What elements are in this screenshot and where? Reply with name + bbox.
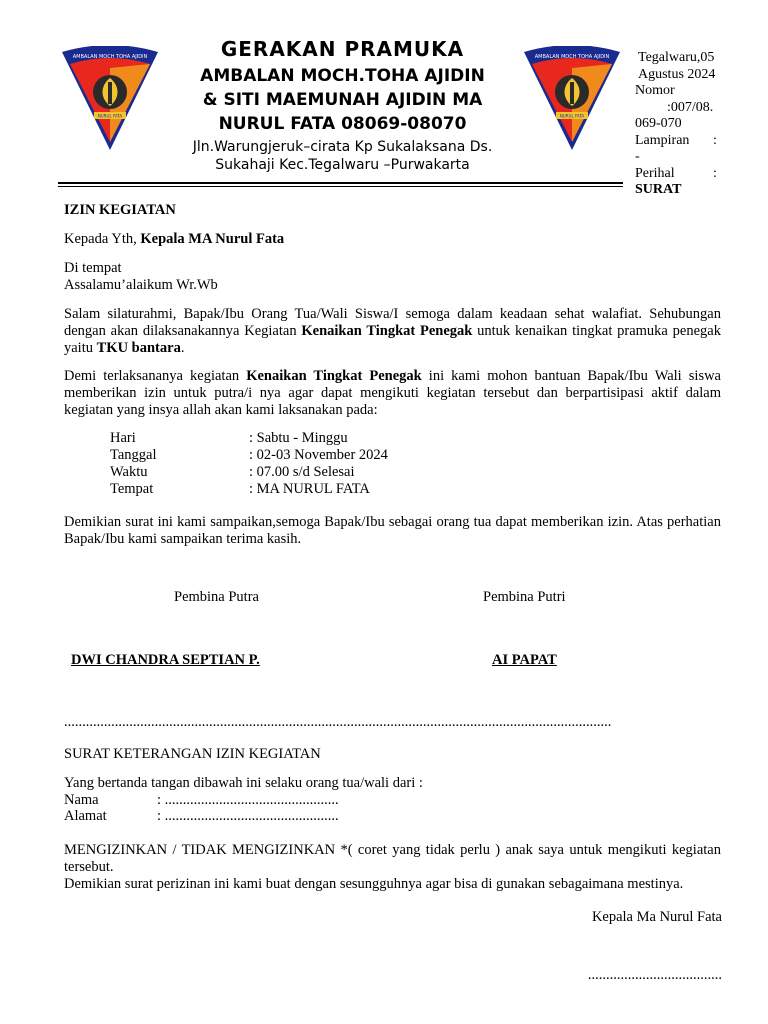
p2-text-c: ini kami mohon bantuan Bapak/Ibu Wali siswa memberikan izin untuk putra/i nya agar dapat mengikuti kegiatan tersebut dan berpartisipasi aktif dalam kegiatan yang insya allah akan kami laksanakan pada:: [64, 368, 721, 418]
form-nama-label: Nama: [64, 792, 99, 808]
paragraph-2: [64, 368, 721, 419]
perihal-colon: :: [713, 165, 717, 181]
detail-value-tempat: : MA NURUL FATA: [249, 481, 370, 497]
signer-left-name: DWI CHANDRA SEPTIAN P.: [71, 652, 260, 668]
recipient: [64, 231, 721, 248]
nomor-value-line-2: 069-070: [635, 116, 682, 131]
detail-label-waktu: Waktu: [110, 464, 148, 480]
detail-value-hari: : Sabtu - Minggu: [249, 430, 348, 446]
letter-subject: IZIN KEGIATAN: [64, 202, 176, 218]
greeting: Assalamu’alaikum Wr.Wb: [64, 277, 218, 293]
lampiran-label: Lampiran: [635, 132, 690, 148]
detail-label-tempat: Tempat: [110, 481, 154, 497]
recipient-prefix: Kepada Yth,: [64, 231, 137, 247]
org-name-line-1: AMBALAN MOCH.TOHA AJIDIN: [200, 66, 485, 86]
form-signer-title: Kepala Ma Nurul Fata: [591, 909, 722, 925]
p1-activity: Kenaikan Tingkat Penegak: [301, 323, 473, 339]
detail-label-tanggal: Tanggal: [110, 447, 157, 463]
paragraph-1: [64, 306, 721, 357]
address-line-2: Sukahaji Kec.Tegalwaru –Purwakarta: [215, 157, 470, 173]
signer-left-title: Pembina Putra: [174, 589, 259, 605]
detail-label-hari: Hari: [110, 430, 136, 446]
lampiran-row: [635, 133, 755, 150]
letter-meta: [635, 50, 755, 199]
svg-text:NURUL FATA: NURUL FATA: [559, 113, 585, 119]
p2-activity: Kenaikan Tingkat Penegak: [246, 368, 422, 384]
letter-date-line-1: Tegalwaru,05: [638, 50, 715, 65]
org-name-line-2: & SITI MAEMUNAH AJIDIN MA: [202, 90, 483, 110]
svg-text:NURUL FATA: NURUL FATA: [97, 113, 123, 119]
address-line-1: Jln.Warungjeruk–cirata Kp Sukalaksana Ds.: [192, 139, 493, 155]
p1-text-c: untuk kenaikan tingkat pramuka penegak yaitu: [64, 323, 721, 356]
form-nama-field[interactable]: : ................................................: [157, 792, 339, 808]
lampiran-colon: :: [713, 132, 717, 148]
header-rule-thin: [58, 186, 623, 187]
org-name-line-3: NURUL FATA 08069-08070: [218, 114, 467, 134]
form-title: SURAT KETERANGAN IZIN KEGIATAN: [64, 746, 321, 762]
form-consent: MENGIZINKAN / TIDAK MENGIZINKAN *( coret yang tidak perlu ) anak saya untuk mengikuti kegiatan tersebut.: [64, 842, 721, 875]
lampiran-value: -: [635, 149, 640, 164]
signer-right-title: Pembina Putri: [483, 589, 566, 605]
org-title: GERAKAN PRAMUKA: [220, 37, 465, 61]
nomor-value-line-1: :007/08.: [667, 99, 714, 115]
form-signature-line: .....................................: [587, 967, 722, 983]
form-closing: Demikian surat perizinan ini kami buat dengan sesungguhnya agar bisa di gunakan sebagaimana mestinya.: [64, 876, 684, 892]
perihal-value: SURAT: [635, 182, 682, 197]
recipient-place: Di tempat: [64, 260, 122, 276]
recipient-name: Kepala MA Nurul Fata: [140, 231, 285, 247]
signer-right-name: AI PAPAT: [492, 652, 557, 668]
form-intro: Yang bertanda tangan dibawah ini selaku orang tua/wali dari :: [64, 775, 423, 791]
cut-line: .......................................................................................................................................................: [64, 714, 612, 730]
letter-date-line-2: Agustus 2024: [638, 66, 716, 82]
p1-text-a: Salam silaturahmi, Bapak/Ibu Orang Tua/Wali Siswa/I semoga dalam keadaan sehat walafiat. Sehubungan dengan akan dilaksanakannya Kegiatan: [64, 306, 721, 339]
header-rule-thick: [58, 182, 623, 184]
closing-paragraph: Demikian surat ini kami sampaikan,semoga Bapak/Ibu sebagai orang tua dapat memberikan izin. Atas perhatian Bapak/Ibu kami sampaikan terima kasih.: [64, 514, 721, 547]
p1-period: .: [180, 340, 185, 356]
form-alamat-label: Alamat: [64, 808, 107, 824]
scout-emblem-left: [60, 46, 160, 152]
p1-tku: TKU bantara: [96, 340, 181, 356]
perihal-label: Perihal: [635, 165, 675, 181]
form-alamat-field[interactable]: : ................................................: [157, 808, 339, 824]
detail-value-waktu: : 07.00 s/d Selesai: [249, 464, 355, 480]
svg-text:AMBALAN MOCH TOHA AJIDIN: AMBALAN MOCH TOHA AJIDIN: [72, 54, 148, 60]
nomor-label: Nomor: [635, 83, 675, 98]
svg-text:AMBALAN MOCH TOHA AJIDIN: AMBALAN MOCH TOHA AJIDIN: [534, 54, 610, 60]
detail-value-tanggal: : 02-03 November 2024: [249, 447, 388, 463]
perihal-row: [635, 166, 755, 183]
scout-emblem-right: [522, 46, 622, 152]
p2-text-a: Demi terlaksananya kegiatan: [64, 368, 247, 384]
